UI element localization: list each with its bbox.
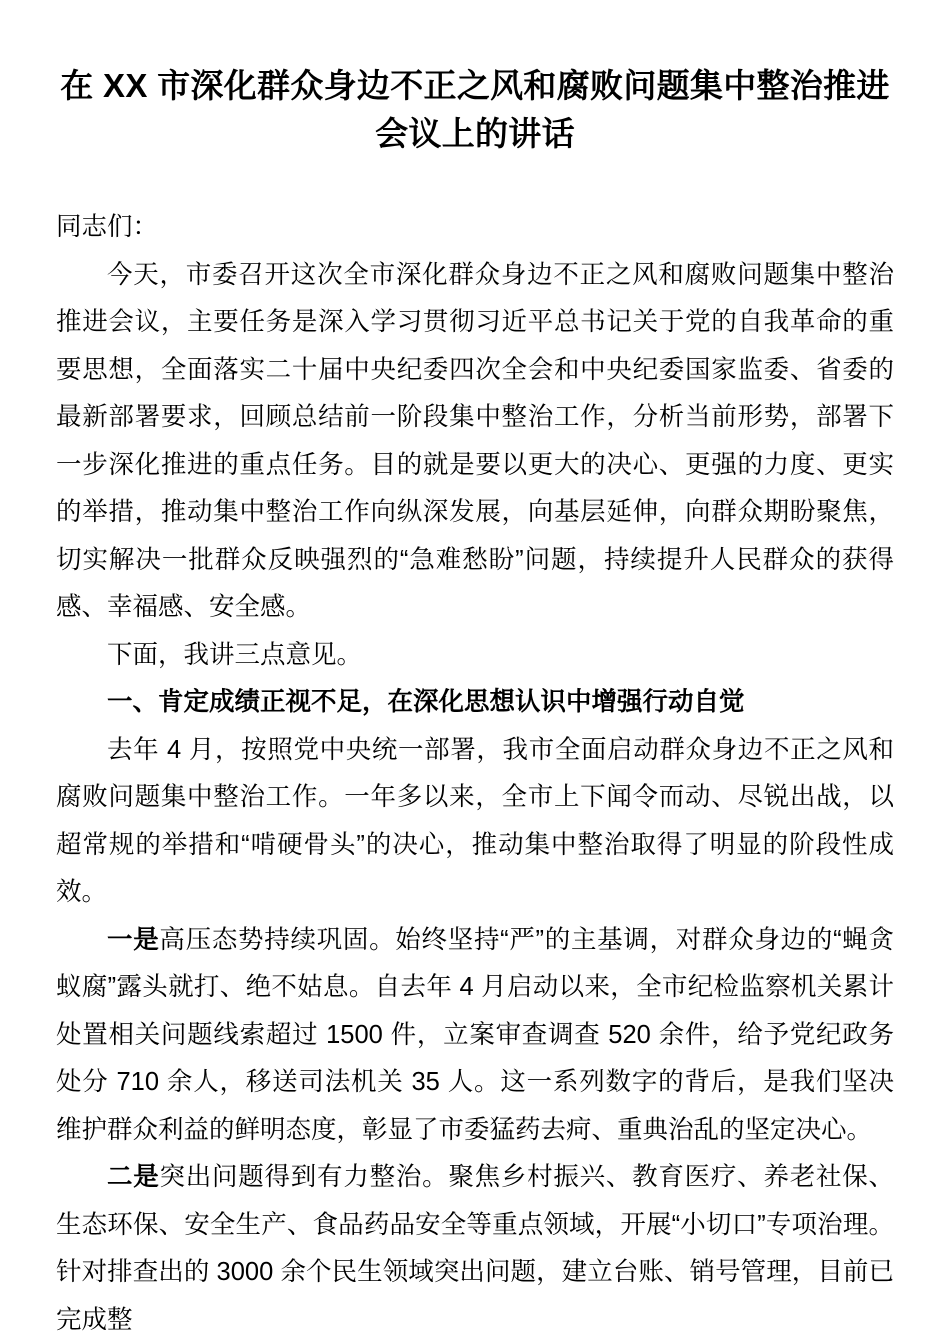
section-one-intro: 去年 4 月，按照党中央统一部署，我市全面启动群众身边不正之风和腐败问题集中整治工作。一年多以来，全市上下闻令而动、尽锐出战，以超常规的举措和“啃硬骨头”的决心，推动集中整治取得了明显的阶段性成效。 bbox=[56, 735, 894, 906]
salutation: 同志们： bbox=[56, 213, 159, 241]
point-two-text: 突出问题得到有力整治。聚焦乡村振兴、教育医疗、养老社保、生态环保、安全生产、食品药品安全等重点领域，开展“小切口”专项治理。针对排查出的 3000 余个民生领域突出问题，建立台账、销号管理，目前已完成整 bbox=[56, 1163, 894, 1334]
point-two-paragraph bbox=[56, 1154, 894, 1344]
three-points-lead: 下面，我讲三点意见。 bbox=[107, 640, 363, 669]
point-one-text: 高压态势持续巩固。始终坚持“严”的主基调，对群众身边的“蝇贪蚁腐”露头就打、绝不姑息。自去年 4 月启动以来，全市纪检监察机关累计处置相关问题线索超过 1500 件，立案审查调查 520 余件，给予党纪政务处分 710 余人，移送司法机关 35 人。这一系列数字的背后，是我们坚决维护群众利益的鲜明态度，彰显了市委猛药去疴、重典治乱的坚定决心。 bbox=[56, 925, 894, 1144]
point-two-lead: 二是 bbox=[107, 1163, 160, 1191]
section-heading-one: 一、肯定成绩正视不足，在深化思想认识中增强行动自觉 bbox=[107, 688, 745, 716]
page-title: 在 XX 市深化群众身边不正之风和腐败问题集中整治推进会议上的讲话 bbox=[60, 67, 890, 152]
opening-paragraph: 今天，市委召开这次全市深化群众身边不正之风和腐败问题集中整治推进会议，主要任务是深入学习贯彻习近平总书记关于党的自我革命的重要思想，全面落实二十届中央纪委四次全会和中央纪委国家监委、省委的最新部署要求，回顾总结前一阶段集中整治工作，分析当前形势，部署下一步深化推进的重点任务。目的就是要以更大的决心、更强的力度、更实的举措，推动集中整治工作向纵深发展，向基层延伸，向群众期盼聚焦，切实解决一批群众反映强烈的“急难愁盼”问题，持续提升人民群众的获得感、幸福感、安全感。 bbox=[56, 260, 894, 621]
document-content bbox=[56, 0, 894, 1344]
point-one-lead: 一是 bbox=[107, 925, 160, 954]
point-one-paragraph bbox=[56, 917, 894, 1155]
